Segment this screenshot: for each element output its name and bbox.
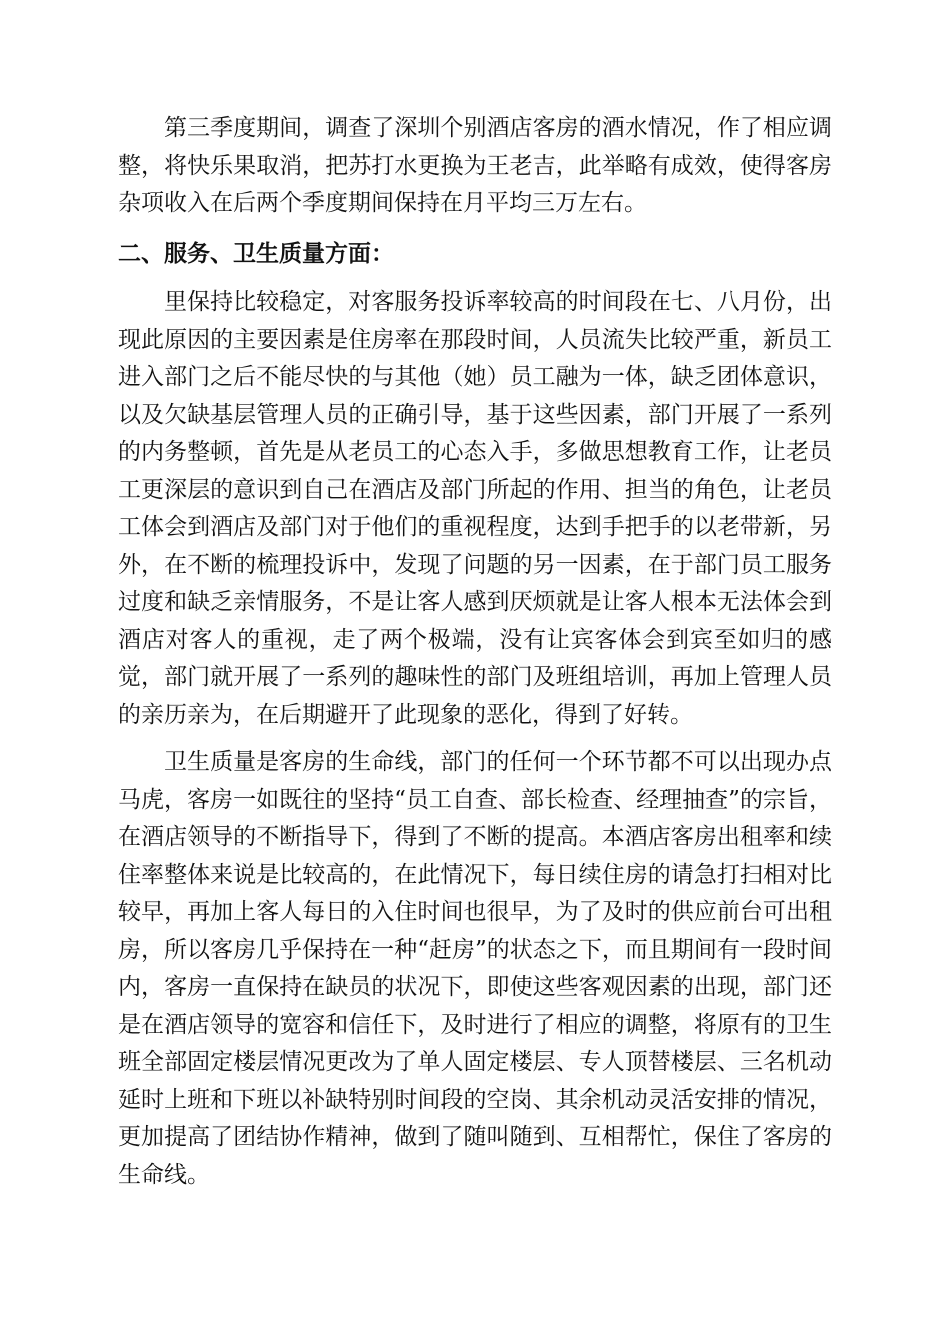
section-heading-service-hygiene: 二、服务、卫生质量方面： bbox=[118, 239, 394, 267]
paragraph-service-quality: 里保持比较稳定，对客服务投诉率较高的时间段在七、八月份，出现此原因的主要因素是住房率在那段时间，人员流失比较严重，新员工进入部门之后不能尽快的与其他（她）员工融为一体，缺乏团体意识，以及欠缺基层管理人员的正确引导，基于这些因素，部门开展了一系列的内务整顿，首先是从老员工的心态入手，多做思想教育工作，让老员工更深层的意识到自己在酒店及部门所起的作用、担当的角色，让老员工体会到酒店及部门对于他们的重视程度，达到手把手的以老带新，另外，在不断的梳理投诉中，发现了问题的另一因素，在于部门员工服务过度和缺乏亲情服务，不是让客人感到厌烦就是让客人根本无法体会到酒店对客人的重视，走了两个极端，没有让宾客体会到宾至如归的感觉，部门就开展了一系列的趣味性的部门及班组培训，再加上管理人员的亲历亲为，在后期避开了此现象的恶化，得到了好转。 bbox=[118, 289, 832, 728]
paragraph-beverage-adjustment: 第三季度期间，调查了深圳个别酒店客房的酒水情况，作了相应调整，将快乐果取消，把苏打水更换为王老吉，此举略有成效，使得客房杂项收入在后两个季度期间保持在月平均三万左右。 bbox=[118, 115, 832, 216]
paragraph-hygiene-quality: 卫生质量是客房的生命线，部门的任何一个环节都不可以出现办点马虎，客房一如既往的坚持“员工自查、部长检查、经理抽查”的宗旨，在酒店领导的不断指导下，得到了不断的提高。本酒店客房出租率和续住率整体来说是比较高的，在此情况下，每日续住房的请急打扫相对比较早，再加上客人每日的入住时间也很早，为了及时的供应前台可出租房，所以客房几乎保持在一种“赶房”的状态之下，而且期间有一段时间内，客房一直保持在缺员的状况下，即使这些客观因素的出现，部门还是在酒店领导的宽容和信任下，及时进行了相应的调整，将原有的卫生班全部固定楼层情况更改为了单人固定楼层、专人顶替楼层、三名机动延时上班和下班以补缺特别时间段的空岗、其余机动灵活安排的情况，更加提高了团结协作精神，做到了随叫随到、互相帮忙，保住了客房的生命线。 bbox=[118, 749, 832, 1188]
document-body bbox=[118, 110, 832, 1194]
